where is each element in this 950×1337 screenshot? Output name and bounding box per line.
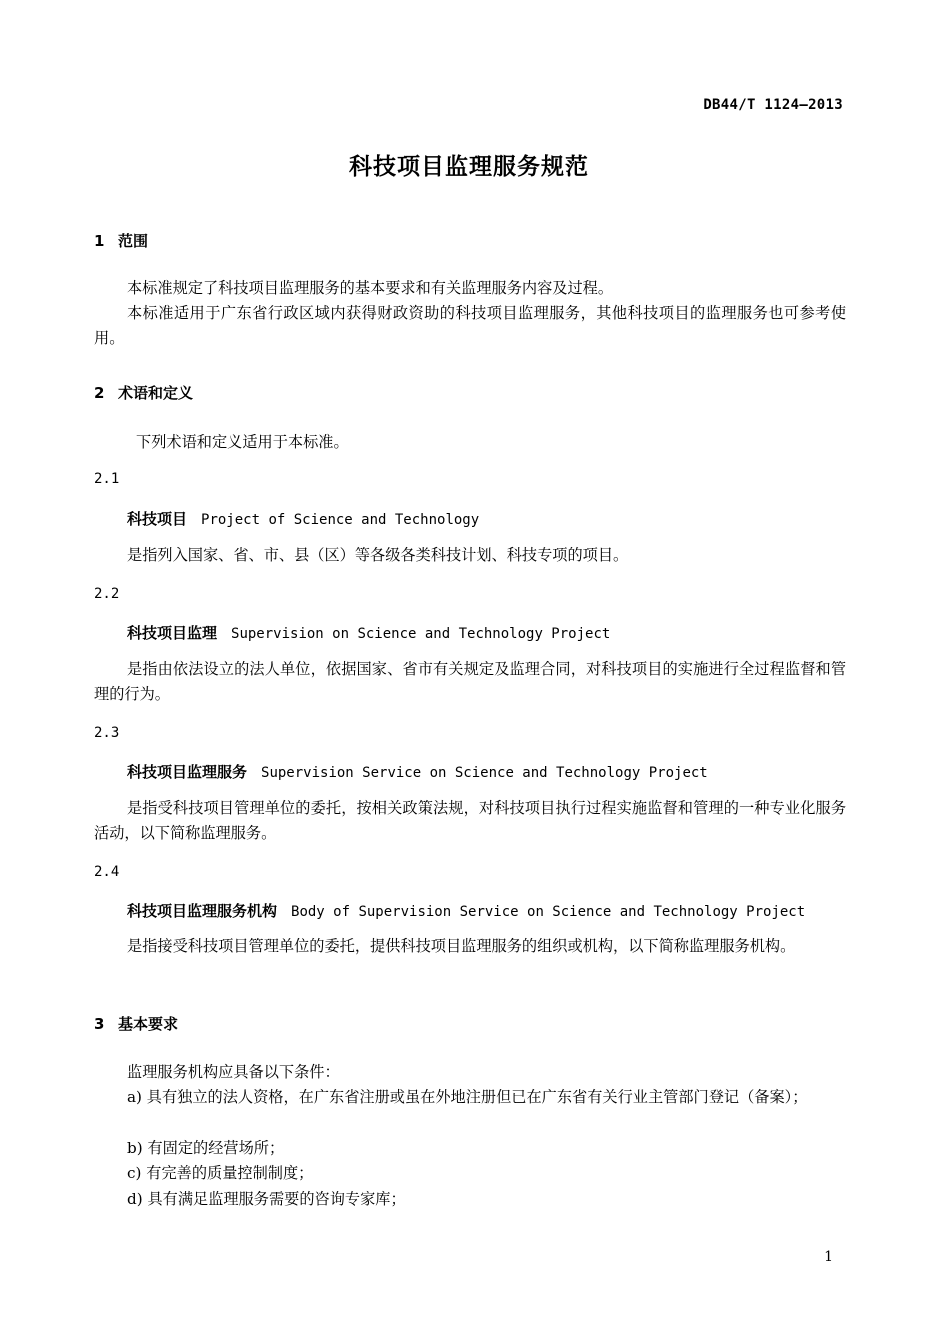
section-number: 3 <box>94 1015 105 1033</box>
term-entry <box>127 900 805 921</box>
term-english: Body of Supervision Service on Science and Technology Project <box>291 904 806 920</box>
section-2-heading <box>94 382 193 403</box>
section-title: 范围 <box>118 232 149 250</box>
paragraph: 下列术语和定义适用于本标准。 <box>136 433 349 451</box>
section-title: 基本要求 <box>118 1015 179 1033</box>
section-1-heading <box>94 230 148 251</box>
term-chinese: 科技项目监理 <box>127 624 218 642</box>
paragraph: 本标准规定了科技项目监理服务的基本要求和有关监理服务内容及过程。 <box>127 279 613 297</box>
term-entry <box>127 622 610 643</box>
term-definition: 是指列入国家、省、市、县（区）等各级各类科技计划、科技专项的项目。 <box>127 546 629 564</box>
paragraph: 监理服务机构应具备以下条件： <box>127 1063 340 1081</box>
clause-number: 2.2 <box>94 586 120 602</box>
standard-code: DB44/T 1124—2013 <box>703 97 843 113</box>
paragraph: 本标准适用于广东省行政区域内获得财政资助的科技项目监理服务，其他科技项目的监理服务也可参考使用。 <box>94 304 846 347</box>
term-english: Supervision Service on Science and Technology Project <box>261 765 708 781</box>
term-entry <box>127 761 708 782</box>
section-3-heading <box>94 1013 178 1034</box>
list-item: a) 具有独立的法人资格，在广东省注册或虽在外地注册但已在广东省有关行业主管部门登记（备案）； <box>127 1088 808 1106</box>
term-definition: 是指受科技项目管理单位的委托，按相关政策法规，对科技项目执行过程实施监督和管理的一种专业化服务活动，以下简称监理服务。 <box>94 799 846 842</box>
page-number: 1 <box>824 1249 833 1265</box>
list-item: b) 有固定的经营场所； <box>127 1139 285 1157</box>
clause-number: 2.1 <box>94 471 120 487</box>
document-title: 科技项目监理服务规范 <box>349 154 589 180</box>
list-item: d) 具有满足监理服务需要的咨询专家库； <box>127 1190 406 1208</box>
term-english: Project of Science and Technology <box>201 512 480 528</box>
term-definition: 是指接受科技项目管理单位的委托，提供科技项目监理服务的组织或机构，以下简称监理服务机构。 <box>127 937 796 955</box>
term-chinese: 科技项目 <box>127 510 188 528</box>
clause-number: 2.4 <box>94 864 120 880</box>
term-english: Supervision on Science and Technology Project <box>231 626 611 642</box>
list-item: c) 有完善的质量控制制度； <box>127 1164 314 1182</box>
section-title: 术语和定义 <box>118 384 194 402</box>
section-number: 2 <box>94 384 105 402</box>
clause-number: 2.3 <box>94 725 120 741</box>
term-definition: 是指由依法设立的法人单位，依据国家、省市有关规定及监理合同，对科技项目的实施进行全过程监督和管理的行为。 <box>94 660 846 703</box>
term-entry <box>127 508 479 529</box>
term-chinese: 科技项目监理服务机构 <box>127 902 278 920</box>
section-number: 1 <box>94 232 105 250</box>
term-chinese: 科技项目监理服务 <box>127 763 248 781</box>
